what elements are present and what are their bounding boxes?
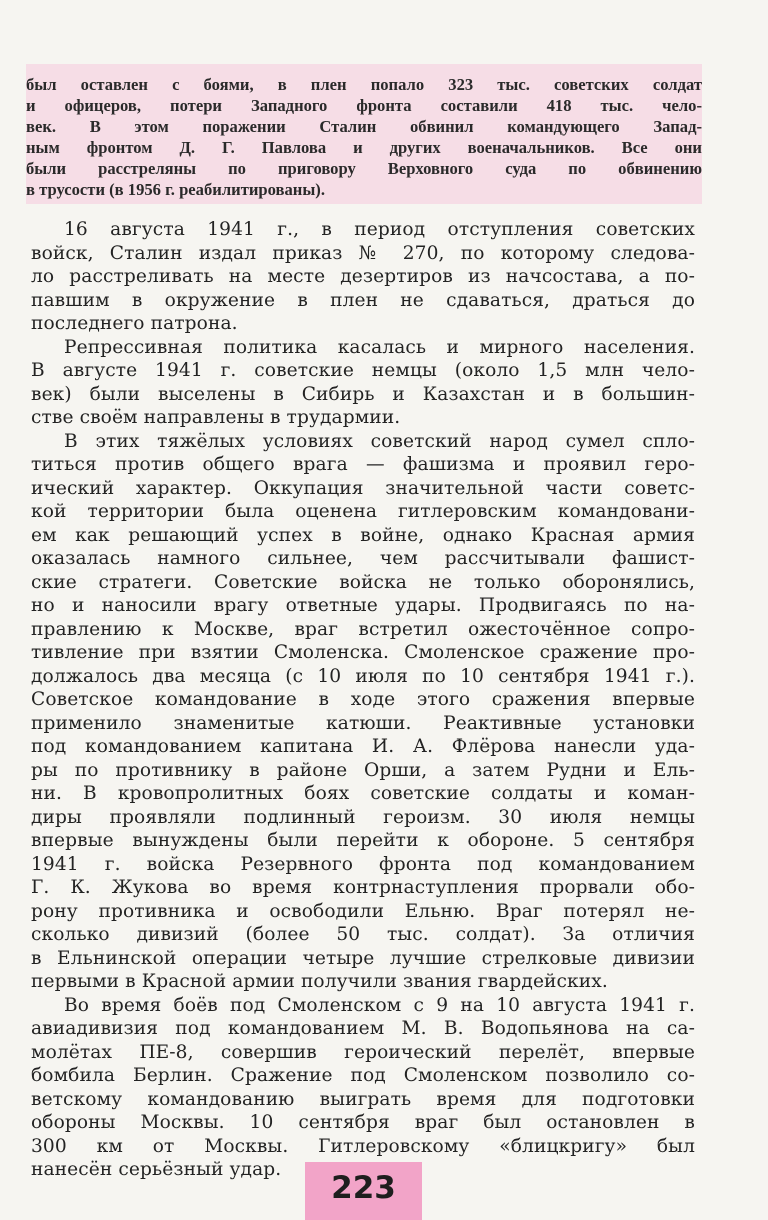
body-line: кой территории была оценена гитлеровским командовани-	[31, 501, 695, 522]
body-line: 300 км от Москвы. Гитлеровскому «блицкригу» был	[31, 1136, 695, 1157]
body-line: сколько дивизий (более 50 тыс. солдат). За отличия	[31, 924, 695, 945]
highlight-line: ным фронтом Д. Г. Павлова и других военачальников. Все они	[26, 138, 702, 157]
body-line: ем как решающий успех в войне, однако Красная армия	[31, 525, 695, 546]
body-line: войск, Сталин издал приказ № 270, по которому следова-	[31, 243, 695, 264]
body-line: павшим в окружение в плен не сдаваться, драться до	[31, 290, 695, 311]
body-line: но и наносили врагу ответные удары. Продвигаясь по на-	[31, 595, 695, 616]
body-line: В августе 1941 г. советские немцы (около 1,5 млн чело-	[31, 360, 695, 381]
body-line: титься против общего врага — фашизма и проявил геро-	[31, 454, 695, 475]
body-line: 16 августа 1941 г., в период отступления советских	[64, 219, 695, 240]
body-line: век) были выселены в Сибирь и Казахстан и в большин-	[31, 384, 695, 405]
body-line: Во время боёв под Смоленском с 9 на 10 августа 1941 г.	[64, 995, 695, 1016]
highlight-line: в трусости (в 1956 г. реабилитированы).	[26, 180, 325, 199]
body-line: впервые вынуждены были перейти к обороне. 5 сентября	[31, 830, 695, 851]
body-line: ло расстреливать на месте дезертиров из начсостава, а по-	[31, 266, 695, 287]
body-line: Репрессивная политика касалась и мирного населения.	[64, 337, 695, 358]
body-line: авиадивизия под командованием М. В. Водопьянова на са-	[31, 1018, 695, 1039]
highlight-line: были расстреляны по приговору Верховного суда по обвинению	[26, 159, 702, 178]
highlight-line: век. В этом поражении Сталин обвинил командующего Запад-	[26, 117, 702, 136]
body-line: обороны Москвы. 10 сентября враг был остановлен в	[31, 1112, 695, 1133]
body-line: первыми в Красной армии получили звания гвардейских.	[31, 971, 608, 992]
body-line: ветскому командованию выиграть время для подготовки	[31, 1089, 695, 1110]
body-line: в Ельнинской операции четыре лучшие стрелковые дивизии	[31, 948, 695, 969]
body-line: оказалась намного сильнее, чем рассчитывали фашист-	[31, 548, 695, 569]
body-line: В этих тяжёлых условиях советский народ сумел спло-	[64, 431, 695, 452]
body-line: ический характер. Оккупация значительной части советс-	[31, 478, 695, 499]
body-line: рону противника и освободили Ельню. Враг потерял не-	[31, 901, 695, 922]
body-line: стве своём направлены в трудармии.	[31, 407, 401, 428]
body-line: диры проявляли подлинный героизм. 30 июля немцы	[31, 807, 695, 828]
body-line: Советское командование в ходе этого сражения впервые	[31, 689, 695, 710]
body-line: ские стратеги. Советские войска не только оборонялись,	[31, 572, 695, 593]
highlight-line: был оставлен с боями, в плен попало 323 тыс. советских солдат	[26, 75, 702, 94]
body-line: 1941 г. войска Резервного фронта под командованием	[31, 854, 695, 875]
body-line: ни. В кровопролитных боях советские солдаты и коман-	[31, 783, 695, 804]
body-line: тивление при взятии Смоленска. Смоленское сражение про-	[31, 642, 695, 663]
body-line: Г. К. Жукова во время контрнаступления прорвали обо-	[31, 877, 695, 898]
page-number: 223	[331, 1170, 396, 1206]
body-line: под командованием капитана И. А. Флёрова нанесли уда-	[31, 736, 695, 757]
body-line: применило знаменитые катюши. Реактивные установки	[31, 713, 695, 734]
body-line: должалось два месяца (с 10 июля по 10 сентября 1941 г.).	[31, 666, 695, 687]
body-line: нанесён серьёзный удар.	[31, 1159, 282, 1180]
body-line: правлению к Москве, враг встретил ожесточённое сопро-	[31, 619, 695, 640]
body-line: ры по противнику в районе Орши, а затем Рудни и Ель-	[31, 760, 695, 781]
body-line: последнего патрона.	[31, 313, 238, 334]
highlight-line: и офицеров, потери Западного фронта составили 418 тыс. чело-	[26, 96, 702, 115]
body-line: молётах ПЕ-8, совершив героический перелёт, впервые	[31, 1042, 695, 1063]
body-line: бомбила Берлин. Сражение под Смоленском позволило со-	[31, 1065, 695, 1086]
